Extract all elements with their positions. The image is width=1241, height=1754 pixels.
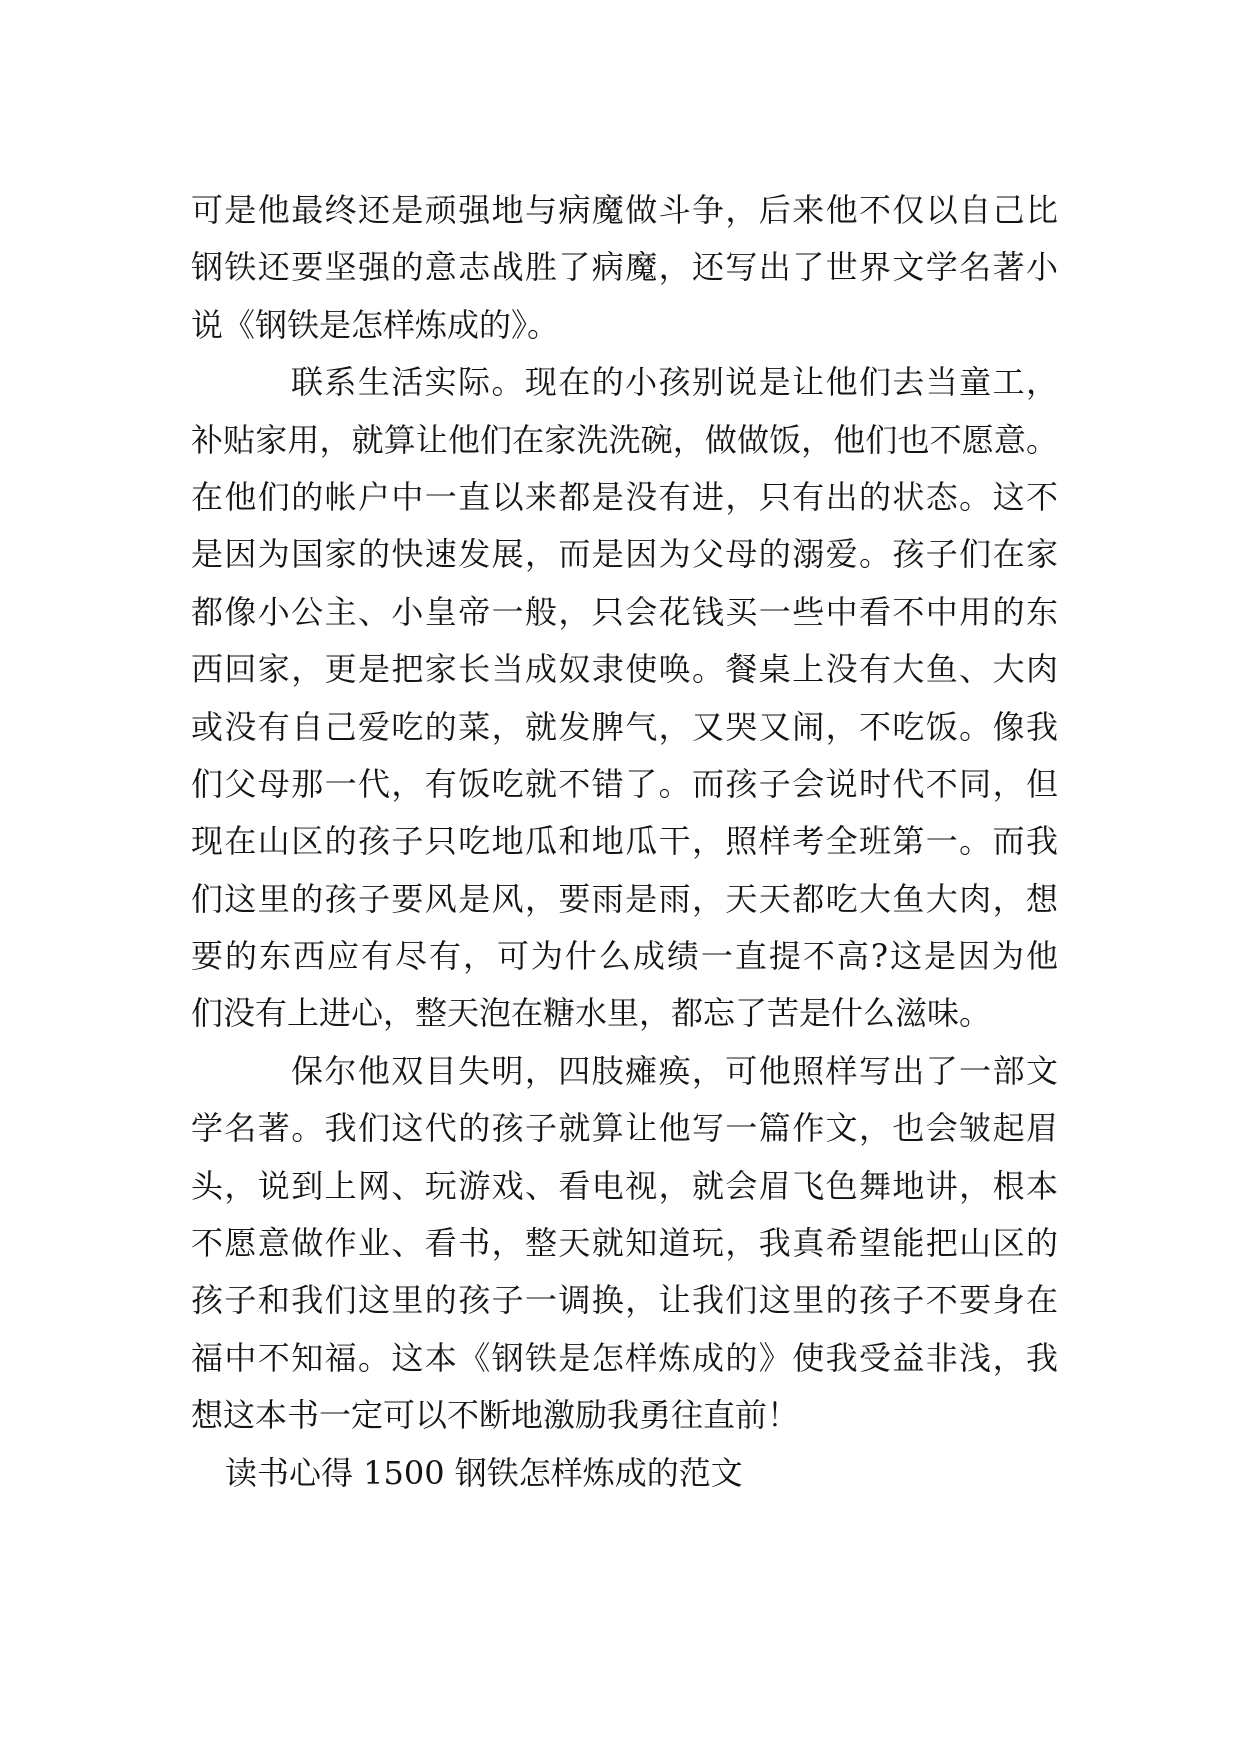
text-line: 联系生活实际。现在的小孩别说是让他们去当童工， bbox=[291, 363, 1058, 402]
text-line: 说《钢铁是怎样炼成的》。 bbox=[191, 305, 560, 344]
text-line: 钢铁还要坚强的意志战胜了病魔，还写出了世界文学名著小 bbox=[191, 248, 1058, 287]
paragraph-continued bbox=[191, 182, 1058, 354]
text-line: 想这本书一定可以不断地激励我勇往直前！ bbox=[191, 1396, 800, 1435]
section-heading: 读书心得 1500 钢铁怎样炼成的范文 bbox=[225, 1453, 743, 1492]
body-text bbox=[191, 182, 1058, 1502]
text-line: 学名著。我们这代的孩子就算让他写一篇作文，也会皱起眉 bbox=[191, 1109, 1058, 1148]
text-line: 西回家，更是把家长当成奴隶使唤。餐桌上没有大鱼、大肉 bbox=[191, 650, 1058, 689]
text-line: 不愿意做作业、看书，整天就知道玩，我真希望能把山区的 bbox=[191, 1224, 1058, 1263]
text-line: 在他们的帐户中一直以来都是没有进，只有出的状态。这不 bbox=[191, 477, 1058, 516]
paragraph bbox=[191, 354, 1058, 1043]
text-line: 们这里的孩子要风是风，要雨是雨，天天都吃大鱼大肉，想 bbox=[191, 879, 1058, 918]
text-line: 保尔他双目失明，四肢瘫痪，可他照样写出了一部文 bbox=[291, 1051, 1058, 1090]
text-line: 补贴家用，就算让他们在家洗洗碗，做做饭，他们也不愿意。 bbox=[191, 420, 1058, 459]
text-line: 孩子和我们这里的孩子一调换，让我们这里的孩子不要身在 bbox=[191, 1281, 1058, 1320]
text-line: 或没有自己爱吃的菜，就发脾气，又哭又闹，不吃饭。像我 bbox=[191, 707, 1058, 746]
text-line: 是因为国家的快速发展，而是因为父母的溺爱。孩子们在家 bbox=[191, 535, 1058, 574]
text-line: 要的东西应有尽有，可为什么成绩一直提不高?这是因为他 bbox=[191, 937, 1058, 976]
paragraph bbox=[191, 1043, 1058, 1445]
text-line: 头，说到上网、玩游戏、看电视，就会眉飞色舞地讲，根本 bbox=[191, 1166, 1058, 1205]
text-line: 现在山区的孩子只吃地瓜和地瓜干，照样考全班第一。而我 bbox=[191, 822, 1058, 861]
text-line: 们没有上进心，整天泡在糖水里，都忘了苦是什么滋味。 bbox=[191, 994, 992, 1033]
text-line: 都像小公主、小皇帝一般，只会花钱买一些中看不中用的东 bbox=[191, 592, 1058, 631]
text-line: 福中不知福。这本《钢铁是怎样炼成的》使我受益非浅，我 bbox=[191, 1338, 1058, 1377]
text-line: 可是他最终还是顽强地与病魔做斗争，后来他不仅以自己比 bbox=[191, 191, 1058, 229]
text-line: 们父母那一代，有饭吃就不错了。而孩子会说时代不同，但 bbox=[191, 764, 1058, 803]
